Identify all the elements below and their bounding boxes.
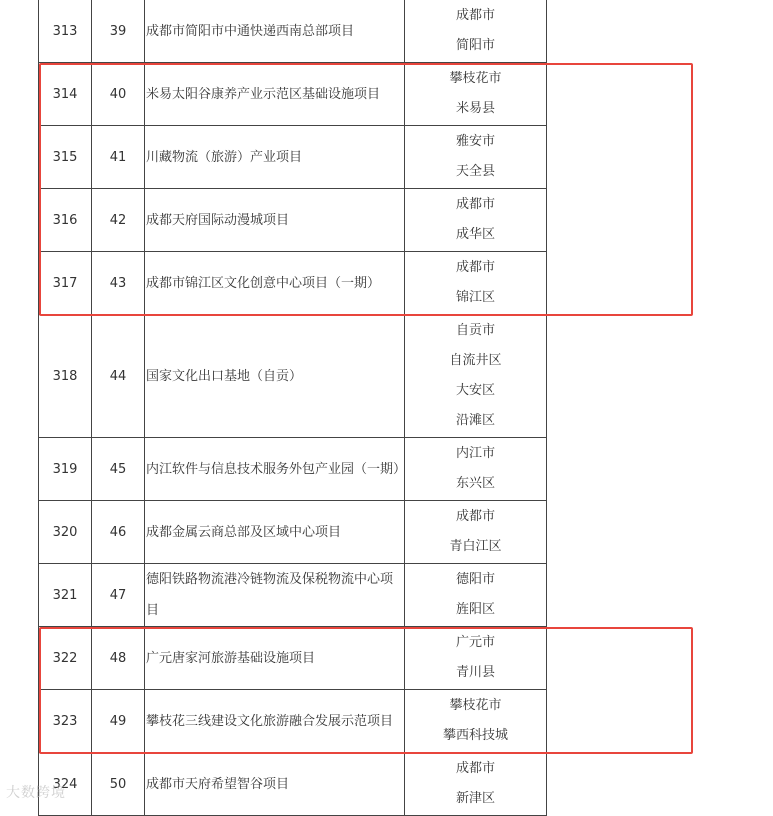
region-name: 大安区 — [455, 383, 495, 398]
table-row — [39, 315, 772, 438]
region-cell — [405, 501, 547, 564]
region-name: 攀枝花市 — [449, 71, 502, 86]
region-name: 攀西科技城 — [442, 728, 508, 743]
region-name: 成都市 — [455, 509, 495, 524]
region-name: 成都市 — [455, 260, 495, 275]
table-row — [39, 0, 772, 63]
blank-cell — [547, 627, 772, 690]
project-name-cell: 成都市天府希望智谷项目 — [145, 753, 405, 816]
region-cell — [405, 126, 547, 189]
row-seq-cell: 315 — [39, 126, 92, 189]
region-cell — [405, 564, 547, 627]
project-name-cell: 米易太阳谷康养产业示范区基础设施项目 — [145, 63, 405, 126]
table-row — [39, 252, 772, 315]
blank-cell — [547, 63, 772, 126]
project-name-cell: 川藏物流（旅游）产业项目 — [145, 126, 405, 189]
region-cell — [405, 0, 547, 63]
blank-cell — [547, 252, 772, 315]
row-no-cell: 39 — [92, 0, 145, 63]
region-cell — [405, 189, 547, 252]
blank-cell — [547, 564, 772, 627]
row-no-cell: 47 — [92, 564, 145, 627]
row-no-cell: 41 — [92, 126, 145, 189]
region-name: 德阳市 — [455, 572, 495, 587]
region-name: 自流井区 — [449, 353, 502, 368]
region-name: 成华区 — [455, 227, 495, 242]
region-name: 成都市 — [455, 761, 495, 776]
region-name: 锦江区 — [455, 290, 495, 305]
region-cell — [405, 63, 547, 126]
region-cell — [405, 627, 547, 690]
table-row — [39, 126, 772, 189]
region-name: 简阳市 — [455, 38, 495, 53]
region-cell — [405, 438, 547, 501]
region-name: 成都市 — [455, 197, 495, 212]
row-no-cell: 40 — [92, 63, 145, 126]
region-name: 青白江区 — [449, 539, 502, 554]
blank-cell — [547, 753, 772, 816]
row-seq-cell: 317 — [39, 252, 92, 315]
row-no-cell: 48 — [92, 627, 145, 690]
project-name-cell: 国家文化出口基地（自贡） — [145, 315, 405, 438]
project-name-cell: 成都天府国际动漫城项目 — [145, 189, 405, 252]
region-name: 雅安市 — [455, 134, 495, 149]
table-row — [39, 63, 772, 126]
blank-cell — [547, 690, 772, 753]
region-name: 自贡市 — [455, 323, 495, 338]
table-row — [39, 189, 772, 252]
row-seq-cell: 313 — [39, 0, 92, 63]
watermark: 大数跨境 — [6, 785, 66, 801]
blank-cell — [547, 501, 772, 564]
project-name-cell: 内江软件与信息技术服务外包产业园（一期） — [145, 438, 405, 501]
blank-cell — [547, 126, 772, 189]
row-seq-cell: 320 — [39, 501, 92, 564]
row-no-cell: 42 — [92, 189, 145, 252]
row-no-cell: 43 — [92, 252, 145, 315]
region-cell — [405, 753, 547, 816]
row-no-cell: 46 — [92, 501, 145, 564]
project-name-cell: 德阳铁路物流港冷链物流及保税物流中心项目 — [145, 564, 405, 627]
row-no-cell: 49 — [92, 690, 145, 753]
blank-cell — [547, 0, 772, 63]
table-row — [39, 564, 772, 627]
region-cell — [405, 315, 547, 438]
region-name: 新津区 — [455, 791, 495, 806]
row-seq-cell: 314 — [39, 63, 92, 126]
table-row — [39, 501, 772, 564]
project-name-cell: 成都市锦江区文化创意中心项目（一期） — [145, 252, 405, 315]
row-seq-cell: 319 — [39, 438, 92, 501]
row-seq-cell: 321 — [39, 564, 92, 627]
region-cell — [405, 690, 547, 753]
region-name: 攀枝花市 — [449, 698, 502, 713]
region-name: 东兴区 — [455, 476, 495, 491]
row-seq-cell: 322 — [39, 627, 92, 690]
project-name-cell: 广元唐家河旅游基础设施项目 — [145, 627, 405, 690]
row-seq-cell: 316 — [39, 189, 92, 252]
table-row — [39, 753, 772, 816]
region-name: 内江市 — [455, 446, 495, 461]
project-name-cell: 成都市简阳市中通快递西南总部项目 — [145, 0, 405, 63]
row-seq-cell: 324 — [39, 753, 92, 816]
region-name: 旌阳区 — [455, 602, 495, 617]
project-name-cell: 攀枝花三线建设文化旅游融合发展示范项目 — [145, 690, 405, 753]
table-row — [39, 438, 772, 501]
row-seq-cell: 318 — [39, 315, 92, 438]
project-name-cell: 成都金属云商总部及区域中心项目 — [145, 501, 405, 564]
row-no-cell: 45 — [92, 438, 145, 501]
blank-cell — [547, 315, 772, 438]
region-name: 青川县 — [455, 665, 495, 680]
row-no-cell: 44 — [92, 315, 145, 438]
table-row — [39, 627, 772, 690]
table-row — [39, 690, 772, 753]
region-cell — [405, 252, 547, 315]
blank-cell — [547, 438, 772, 501]
project-table — [38, 0, 772, 816]
region-name: 沿滩区 — [455, 413, 495, 428]
row-no-cell: 50 — [92, 753, 145, 816]
row-seq-cell: 323 — [39, 690, 92, 753]
region-name: 天全县 — [455, 164, 495, 179]
blank-cell — [547, 189, 772, 252]
region-name: 广元市 — [455, 635, 495, 650]
region-name: 米易县 — [455, 101, 495, 116]
region-name: 成都市 — [455, 8, 495, 23]
